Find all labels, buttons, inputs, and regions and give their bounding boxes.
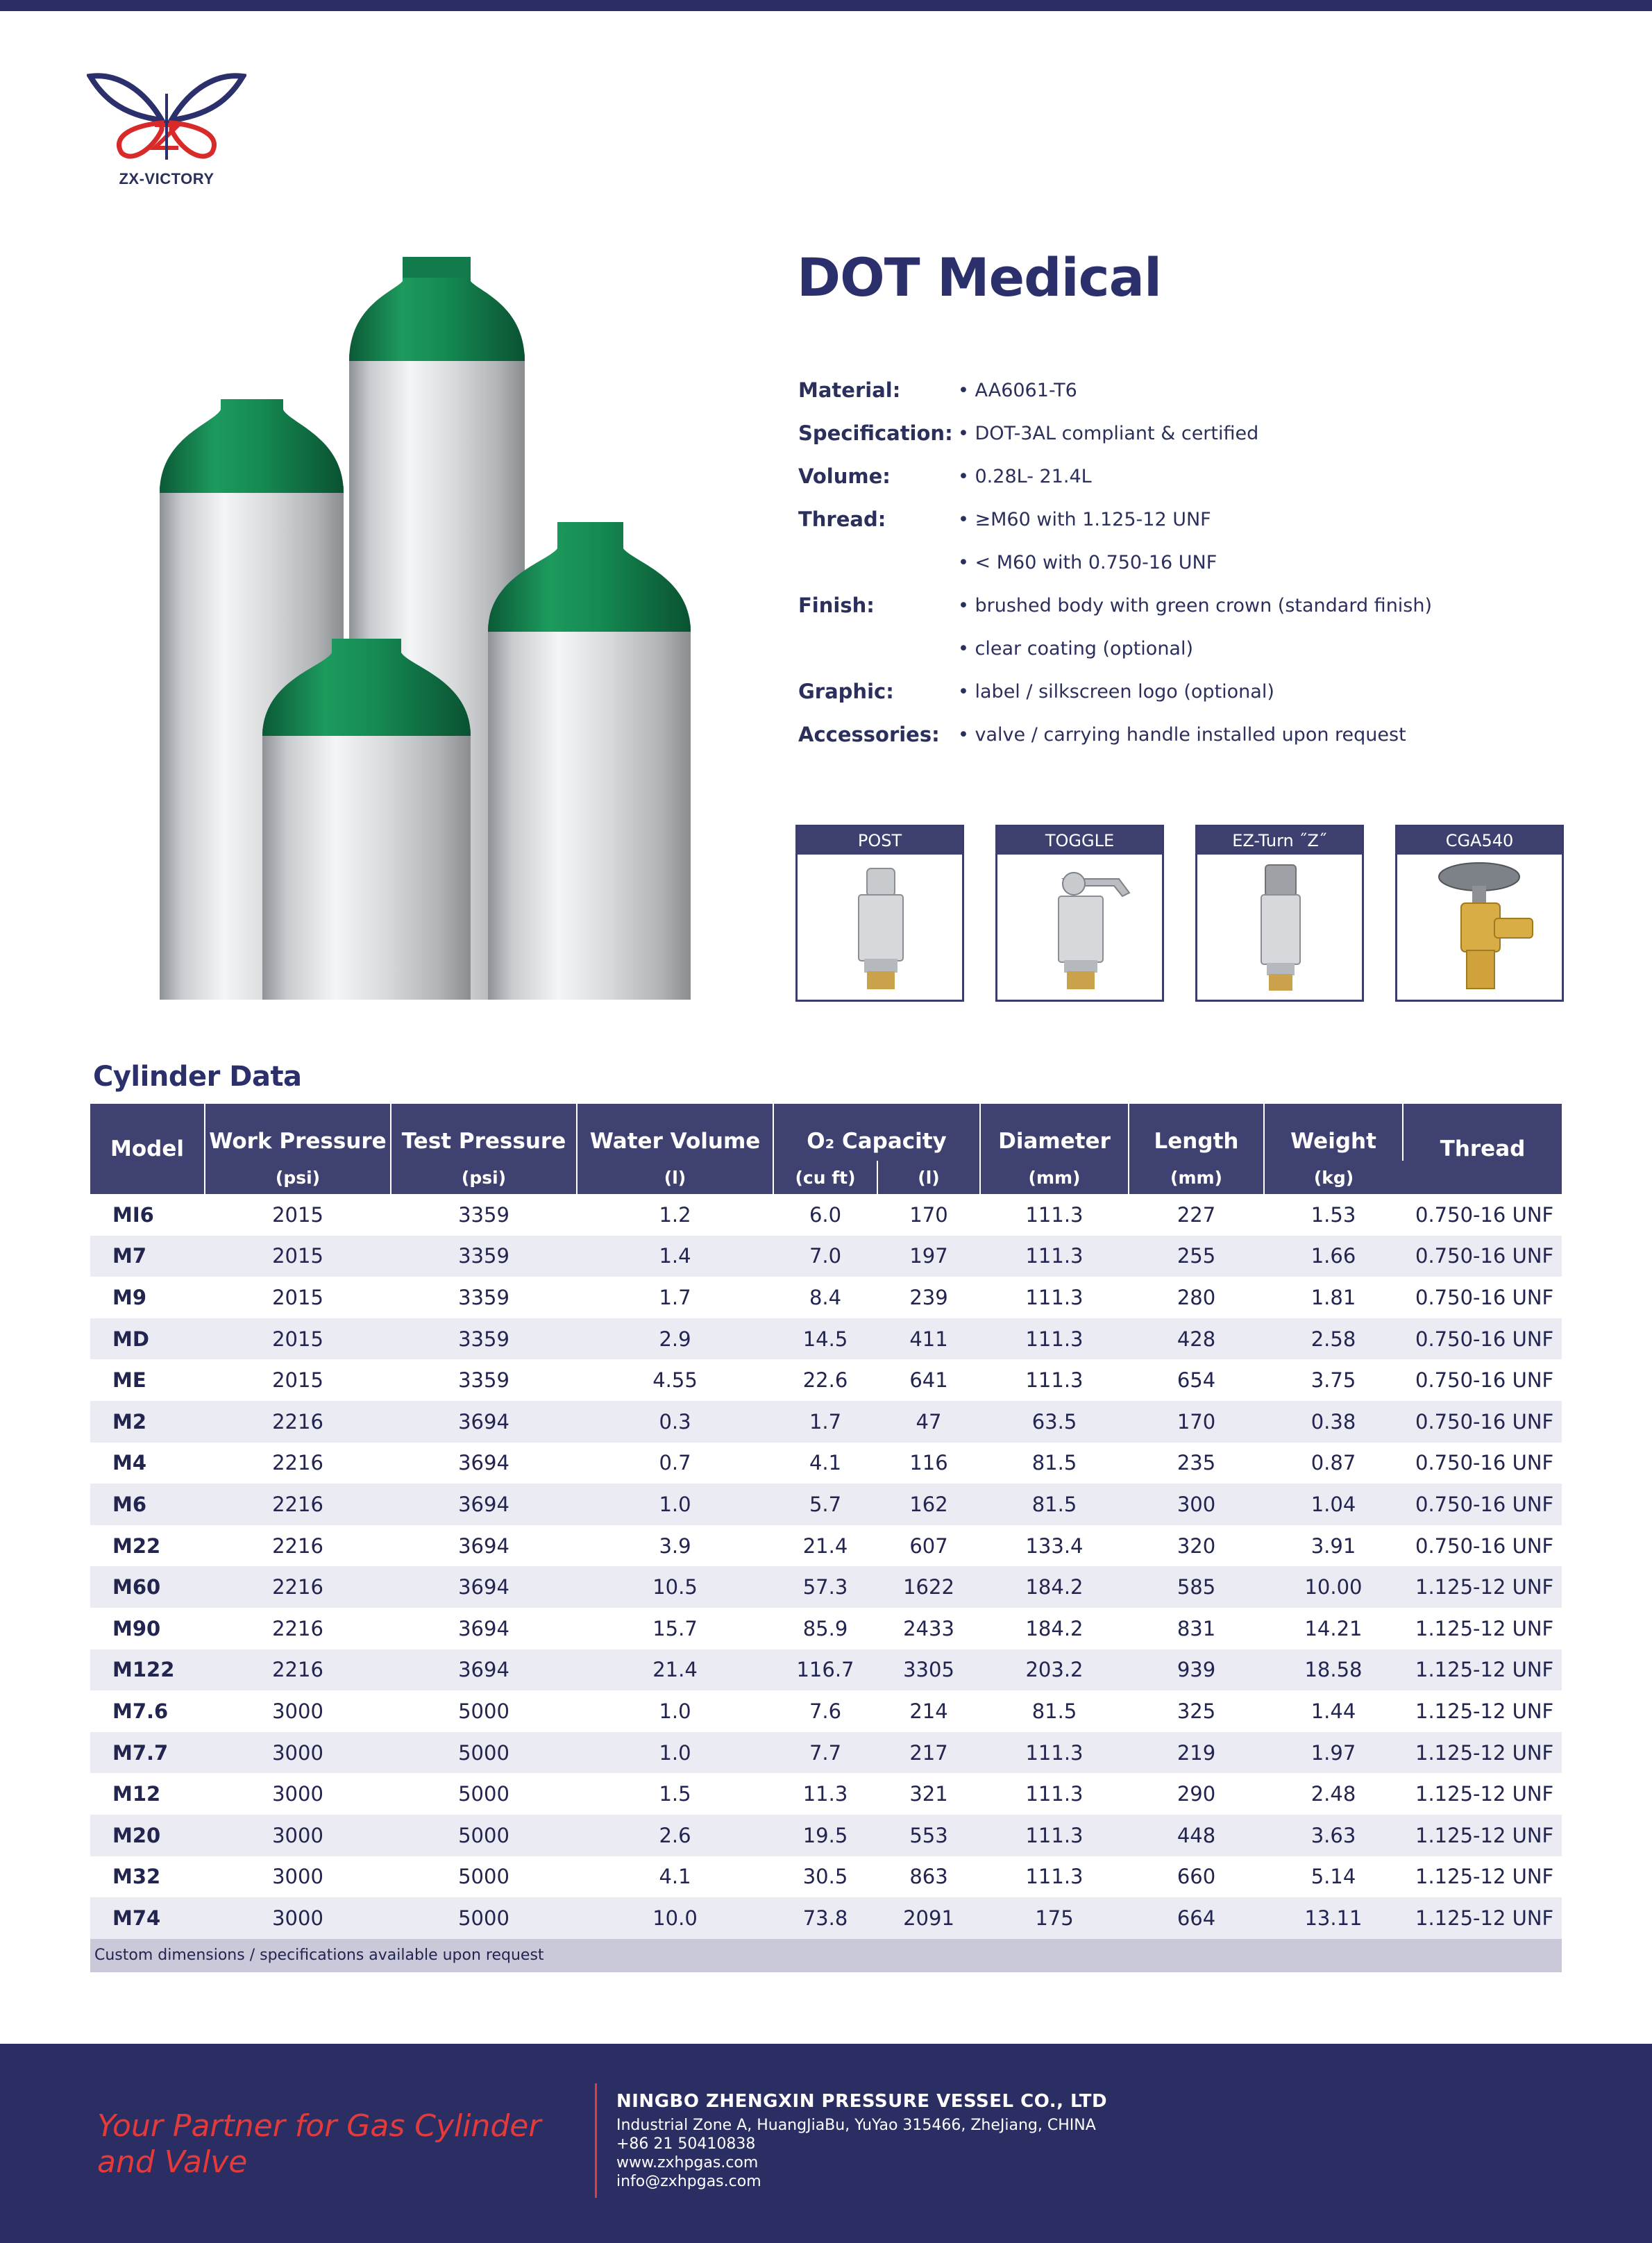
cell-work-pressure: 2015	[205, 1277, 391, 1318]
cell-test-pressure: 5000	[391, 1815, 577, 1856]
tagline-line-2: and Valve	[97, 2144, 248, 2180]
cell-diameter: 111.3	[980, 1277, 1129, 1318]
cell-weight: 1.81	[1264, 1277, 1403, 1318]
cga540-valve-icon	[1397, 855, 1562, 1000]
valve-card-toggle	[995, 825, 1164, 1002]
cell-test-pressure: 3694	[391, 1443, 577, 1484]
spec-value: • < M60 with 0.750-16 UNF	[958, 552, 1217, 573]
spec-value: • brushed body with green crown (standard finish)	[958, 595, 1433, 616]
cell-test-pressure: 5000	[391, 1897, 577, 1939]
cell-model: M20	[90, 1815, 205, 1856]
header-length: Length	[1129, 1104, 1264, 1161]
header-thread: Thread	[1403, 1104, 1562, 1194]
header-unit: (l)	[577, 1161, 773, 1194]
cell-o2-liters: 2433	[877, 1608, 980, 1649]
cell-work-pressure: 2216	[205, 1649, 391, 1691]
cell-work-pressure: 2015	[205, 1194, 391, 1236]
cell-water-volume: 4.1	[577, 1856, 773, 1898]
cell-o2-liters: 47	[877, 1401, 980, 1443]
table-row	[90, 1649, 1562, 1691]
cell-test-pressure: 3359	[391, 1236, 577, 1277]
cell-o2-liters: 170	[877, 1194, 980, 1236]
ez-turn-valve-icon	[1197, 855, 1362, 1000]
butterfly-logo-icon	[87, 66, 246, 167]
header-diameter: Diameter	[980, 1104, 1129, 1161]
cell-o2-liters: 214	[877, 1690, 980, 1732]
cell-model: M7	[90, 1236, 205, 1277]
cell-length: 428	[1129, 1318, 1264, 1360]
table-row	[90, 1897, 1562, 1939]
cell-thread: 0.750-16 UNF	[1403, 1484, 1562, 1525]
cell-test-pressure: 3359	[391, 1359, 577, 1401]
cell-weight: 1.97	[1264, 1732, 1403, 1774]
company-website[interactable]: www.zxhpgas.com	[616, 2154, 759, 2171]
cell-water-volume: 1.5	[577, 1773, 773, 1815]
cell-weight: 3.91	[1264, 1525, 1403, 1567]
cell-test-pressure: 3694	[391, 1484, 577, 1525]
cell-water-volume: 0.7	[577, 1443, 773, 1484]
cell-o2-liters: 863	[877, 1856, 980, 1898]
cell-o2-liters: 162	[877, 1484, 980, 1525]
cell-model: M7.6	[90, 1690, 205, 1732]
cell-water-volume: 21.4	[577, 1649, 773, 1691]
cell-o2-liters: 607	[877, 1525, 980, 1567]
header-unit: (psi)	[391, 1161, 577, 1194]
cell-o2-cuft: 1.7	[773, 1401, 877, 1443]
cell-o2-cuft: 4.1	[773, 1443, 877, 1484]
cell-diameter: 203.2	[980, 1649, 1129, 1691]
cell-length: 235	[1129, 1443, 1264, 1484]
company-phone: +86 21 50410838	[616, 2135, 756, 2153]
cell-work-pressure: 2216	[205, 1608, 391, 1649]
cell-length: 325	[1129, 1690, 1264, 1732]
header-o2-capacity: O₂ Capacity	[773, 1104, 980, 1161]
cell-diameter: 111.3	[980, 1773, 1129, 1815]
cylinders-image	[158, 257, 693, 1000]
cylinder-right	[488, 522, 691, 1000]
header-unit: (mm)	[980, 1161, 1129, 1194]
cell-water-volume: 4.55	[577, 1359, 773, 1401]
company-name: NINGBO ZHENGXIN PRESSURE VESSEL CO., LTD	[616, 2091, 1108, 2112]
cell-model: ME	[90, 1359, 205, 1401]
cell-o2-cuft: 57.3	[773, 1566, 877, 1608]
cell-water-volume: 10.0	[577, 1897, 773, 1939]
header-weight: Weight	[1264, 1104, 1403, 1161]
cell-length: 170	[1129, 1401, 1264, 1443]
cell-o2-cuft: 11.3	[773, 1773, 877, 1815]
logo-text: ZX-VICTORY	[119, 170, 214, 187]
cell-thread: 0.750-16 UNF	[1403, 1318, 1562, 1360]
company-info	[616, 2091, 1107, 2191]
cell-diameter: 111.3	[980, 1732, 1129, 1774]
cell-work-pressure: 2216	[205, 1401, 391, 1443]
header-model: Model	[90, 1104, 205, 1194]
cell-diameter: 63.5	[980, 1401, 1129, 1443]
cell-o2-liters: 553	[877, 1815, 980, 1856]
spec-value: • AA6061-T6	[958, 380, 1077, 401]
company-address: Industrial Zone A, HuangJiaBu, YuYao 315466, ZheJiang, CHINA	[616, 2117, 1096, 2134]
cell-model: M60	[90, 1566, 205, 1608]
spec-value: • label / silkscreen logo (optional)	[958, 681, 1274, 703]
spec-label: Finish:	[798, 594, 875, 617]
spec-label: Volume:	[798, 464, 891, 488]
cell-thread: 0.750-16 UNF	[1403, 1277, 1562, 1318]
cell-diameter: 133.4	[980, 1525, 1129, 1567]
cell-weight: 18.58	[1264, 1649, 1403, 1691]
valve-label: POST	[798, 827, 962, 855]
cell-diameter: 175	[980, 1897, 1129, 1939]
spec-value: • valve / carrying handle installed upon request	[958, 724, 1406, 746]
cell-o2-liters: 641	[877, 1359, 980, 1401]
cell-o2-cuft: 5.7	[773, 1484, 877, 1525]
cell-o2-cuft: 30.5	[773, 1856, 877, 1898]
cell-weight: 2.58	[1264, 1318, 1403, 1360]
header-water-volume: Water Volume	[577, 1104, 773, 1161]
table-row	[90, 1401, 1562, 1443]
cell-test-pressure: 5000	[391, 1856, 577, 1898]
cell-water-volume: 2.6	[577, 1815, 773, 1856]
cell-thread: 1.125-12 UNF	[1403, 1856, 1562, 1898]
table-row	[90, 1608, 1562, 1649]
cell-model: M9	[90, 1277, 205, 1318]
cell-thread: 1.125-12 UNF	[1403, 1773, 1562, 1815]
cell-model: M7.7	[90, 1732, 205, 1774]
cell-thread: 1.125-12 UNF	[1403, 1732, 1562, 1774]
cell-weight: 5.14	[1264, 1856, 1403, 1898]
cylinder-front	[262, 639, 471, 1000]
cell-weight: 3.75	[1264, 1359, 1403, 1401]
table-row	[90, 1732, 1562, 1774]
cell-length: 219	[1129, 1732, 1264, 1774]
header-work-pressure: Work Pressure	[205, 1104, 391, 1161]
cell-water-volume: 1.0	[577, 1732, 773, 1774]
table-row	[90, 1484, 1562, 1525]
cell-test-pressure: 3359	[391, 1318, 577, 1360]
cell-o2-liters: 411	[877, 1318, 980, 1360]
cell-diameter: 184.2	[980, 1608, 1129, 1649]
cell-work-pressure: 2216	[205, 1484, 391, 1525]
spec-value: • clear coating (optional)	[958, 638, 1194, 660]
cell-weight: 2.48	[1264, 1773, 1403, 1815]
cell-test-pressure: 5000	[391, 1732, 577, 1774]
cell-o2-cuft: 116.7	[773, 1649, 877, 1691]
cell-thread: 0.750-16 UNF	[1403, 1443, 1562, 1484]
cell-o2-cuft: 85.9	[773, 1608, 877, 1649]
cell-work-pressure: 2015	[205, 1236, 391, 1277]
cell-thread: 0.750-16 UNF	[1403, 1401, 1562, 1443]
table-row	[90, 1566, 1562, 1608]
cell-o2-cuft: 8.4	[773, 1277, 877, 1318]
cell-water-volume: 3.9	[577, 1525, 773, 1567]
cell-thread: 1.125-12 UNF	[1403, 1566, 1562, 1608]
cell-water-volume: 10.5	[577, 1566, 773, 1608]
spec-value: • ≥M60 with 1.125-12 UNF	[958, 509, 1211, 530]
cell-weight: 1.44	[1264, 1690, 1403, 1732]
cell-diameter: 111.3	[980, 1815, 1129, 1856]
cell-length: 255	[1129, 1236, 1264, 1277]
cell-model: MI6	[90, 1194, 205, 1236]
cell-o2-cuft: 7.0	[773, 1236, 877, 1277]
header-test-pressure: Test Pressure	[391, 1104, 577, 1161]
cell-diameter: 111.3	[980, 1856, 1129, 1898]
spec-value: • 0.28L- 21.4L	[958, 466, 1092, 487]
table-row	[90, 1194, 1562, 1236]
cell-weight: 0.38	[1264, 1401, 1403, 1443]
header-unit: (cu ft)	[773, 1161, 877, 1194]
cell-water-volume: 1.2	[577, 1194, 773, 1236]
cell-model: M4	[90, 1443, 205, 1484]
cell-diameter: 111.3	[980, 1318, 1129, 1360]
cell-water-volume: 1.7	[577, 1277, 773, 1318]
cell-weight: 3.63	[1264, 1815, 1403, 1856]
cell-work-pressure: 2216	[205, 1443, 391, 1484]
cell-length: 831	[1129, 1608, 1264, 1649]
cell-length: 585	[1129, 1566, 1264, 1608]
top-bar	[0, 0, 1652, 11]
cell-o2-liters: 2091	[877, 1897, 980, 1939]
spec-label: Specification:	[798, 421, 953, 445]
cell-o2-liters: 321	[877, 1773, 980, 1815]
cell-work-pressure: 3000	[205, 1815, 391, 1856]
cylinder-data-table	[90, 1104, 1562, 1972]
cell-diameter: 81.5	[980, 1690, 1129, 1732]
brand-logo	[83, 66, 250, 194]
cell-diameter: 81.5	[980, 1443, 1129, 1484]
table-row	[90, 1318, 1562, 1360]
cell-test-pressure: 3359	[391, 1277, 577, 1318]
cell-diameter: 111.3	[980, 1194, 1129, 1236]
cylinder-data-title: Cylinder Data	[93, 1061, 302, 1093]
spec-label: Graphic:	[798, 680, 894, 703]
valve-label: TOGGLE	[997, 827, 1162, 855]
valve-label: EZ-Turn ˝Z˝	[1197, 827, 1362, 855]
cell-length: 448	[1129, 1815, 1264, 1856]
cell-o2-cuft: 19.5	[773, 1815, 877, 1856]
company-email[interactable]: info@zxhpgas.com	[616, 2173, 761, 2190]
cell-thread: 1.125-12 UNF	[1403, 1608, 1562, 1649]
header-unit: (mm)	[1129, 1161, 1264, 1194]
spec-value: • DOT-3AL compliant & certified	[958, 423, 1259, 444]
cell-length: 320	[1129, 1525, 1264, 1567]
cell-water-volume: 1.0	[577, 1484, 773, 1525]
product-title: DOT Medical	[797, 246, 1162, 308]
table-row	[90, 1359, 1562, 1401]
table-row	[90, 1443, 1562, 1484]
tagline-line-1: Your Partner for Gas Cylinder	[97, 2108, 541, 2144]
cell-model: M74	[90, 1897, 205, 1939]
cell-water-volume: 15.7	[577, 1608, 773, 1649]
cell-o2-cuft: 7.6	[773, 1690, 877, 1732]
valve-label: CGA540	[1397, 827, 1562, 855]
cell-model: M22	[90, 1525, 205, 1567]
cell-o2-liters: 197	[877, 1236, 980, 1277]
tagline	[97, 2108, 541, 2181]
cell-thread: 0.750-16 UNF	[1403, 1525, 1562, 1567]
spec-label: Accessories:	[798, 723, 940, 746]
footer	[0, 2044, 1652, 2243]
cell-work-pressure: 3000	[205, 1690, 391, 1732]
cell-model: M6	[90, 1484, 205, 1525]
cell-model: M2	[90, 1401, 205, 1443]
cell-thread: 1.125-12 UNF	[1403, 1649, 1562, 1691]
cell-o2-cuft: 7.7	[773, 1732, 877, 1774]
spec-label: Material:	[798, 378, 901, 402]
valve-card-cga540	[1395, 825, 1564, 1002]
header-unit: (psi)	[205, 1161, 391, 1194]
cell-o2-cuft: 21.4	[773, 1525, 877, 1567]
cell-model: M12	[90, 1773, 205, 1815]
cell-length: 227	[1129, 1194, 1264, 1236]
cell-weight: 14.21	[1264, 1608, 1403, 1649]
cell-work-pressure: 3000	[205, 1732, 391, 1774]
cell-weight: 10.00	[1264, 1566, 1403, 1608]
cell-model: MD	[90, 1318, 205, 1360]
table-body	[90, 1194, 1562, 1939]
cell-test-pressure: 3359	[391, 1194, 577, 1236]
table-row	[90, 1815, 1562, 1856]
cell-length: 660	[1129, 1856, 1264, 1898]
cell-o2-liters: 239	[877, 1277, 980, 1318]
cell-o2-liters: 1622	[877, 1566, 980, 1608]
cell-weight: 1.53	[1264, 1194, 1403, 1236]
cell-test-pressure: 3694	[391, 1566, 577, 1608]
post-valve-icon	[798, 855, 962, 1000]
cell-thread: 0.750-16 UNF	[1403, 1194, 1562, 1236]
cell-thread: 0.750-16 UNF	[1403, 1236, 1562, 1277]
cell-work-pressure: 2216	[205, 1566, 391, 1608]
cell-length: 654	[1129, 1359, 1264, 1401]
valve-card-post	[795, 825, 964, 1002]
cell-work-pressure: 3000	[205, 1897, 391, 1939]
cell-thread: 0.750-16 UNF	[1403, 1359, 1562, 1401]
cell-model: M32	[90, 1856, 205, 1898]
cell-weight: 1.66	[1264, 1236, 1403, 1277]
cell-o2-cuft: 6.0	[773, 1194, 877, 1236]
table-row	[90, 1690, 1562, 1732]
cell-work-pressure: 2216	[205, 1525, 391, 1567]
cell-o2-liters: 116	[877, 1443, 980, 1484]
cell-diameter: 111.3	[980, 1236, 1129, 1277]
cell-length: 290	[1129, 1773, 1264, 1815]
cell-thread: 1.125-12 UNF	[1403, 1897, 1562, 1939]
cell-test-pressure: 3694	[391, 1401, 577, 1443]
cell-water-volume: 1.0	[577, 1690, 773, 1732]
cell-model: M122	[90, 1649, 205, 1691]
cell-o2-liters: 217	[877, 1732, 980, 1774]
cell-length: 664	[1129, 1897, 1264, 1939]
cell-thread: 1.125-12 UNF	[1403, 1690, 1562, 1732]
table-row	[90, 1525, 1562, 1567]
cell-weight: 13.11	[1264, 1897, 1403, 1939]
spec-label: Thread:	[798, 507, 886, 531]
cell-test-pressure: 3694	[391, 1525, 577, 1567]
cell-work-pressure: 3000	[205, 1773, 391, 1815]
table-row	[90, 1773, 1562, 1815]
valve-card-ez-turn	[1195, 825, 1364, 1002]
cell-test-pressure: 3694	[391, 1608, 577, 1649]
cell-o2-liters: 3305	[877, 1649, 980, 1691]
cell-work-pressure: 2015	[205, 1359, 391, 1401]
cell-o2-cuft: 14.5	[773, 1318, 877, 1360]
toggle-valve-icon	[997, 855, 1162, 1000]
table-footnote: Custom dimensions / specifications available upon request	[90, 1939, 1562, 1972]
header-unit: (kg)	[1264, 1161, 1403, 1194]
cell-thread: 1.125-12 UNF	[1403, 1815, 1562, 1856]
cell-test-pressure: 3694	[391, 1649, 577, 1691]
cell-diameter: 111.3	[980, 1359, 1129, 1401]
footer-divider	[595, 2083, 597, 2198]
cell-water-volume: 0.3	[577, 1401, 773, 1443]
table-row	[90, 1236, 1562, 1277]
cell-o2-cuft: 73.8	[773, 1897, 877, 1939]
cell-o2-cuft: 22.6	[773, 1359, 877, 1401]
cell-length: 300	[1129, 1484, 1264, 1525]
cell-length: 939	[1129, 1649, 1264, 1691]
cell-diameter: 184.2	[980, 1566, 1129, 1608]
cell-test-pressure: 5000	[391, 1773, 577, 1815]
cell-weight: 1.04	[1264, 1484, 1403, 1525]
header-unit: (l)	[877, 1161, 980, 1194]
cell-model: M90	[90, 1608, 205, 1649]
cell-work-pressure: 3000	[205, 1856, 391, 1898]
cell-work-pressure: 2015	[205, 1318, 391, 1360]
table-row	[90, 1277, 1562, 1318]
cell-diameter: 81.5	[980, 1484, 1129, 1525]
table-row	[90, 1856, 1562, 1898]
cell-weight: 0.87	[1264, 1443, 1403, 1484]
cell-water-volume: 1.4	[577, 1236, 773, 1277]
cell-test-pressure: 5000	[391, 1690, 577, 1732]
cell-water-volume: 2.9	[577, 1318, 773, 1360]
cell-length: 280	[1129, 1277, 1264, 1318]
